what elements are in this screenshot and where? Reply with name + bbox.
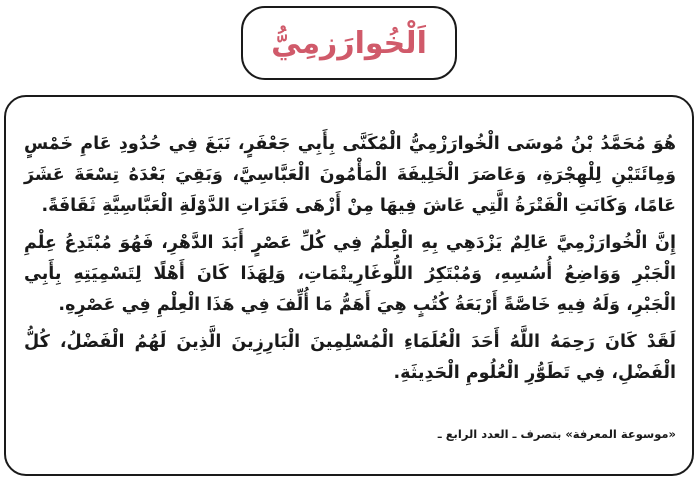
page-title: اَلْخُوارَزمِيُّ: [271, 25, 427, 61]
text-box: [4, 95, 694, 476]
paragraph-2: إِنَّ الْخُوارَزْمِيَّ عَالِمٌ يَزْدَهِي بِهِ الْعِلْمُ فِي كُلِّ عَصْرٍ أَبَدَ الدَّهْرِ، فَهُوَ مُبْتَدِعُ عِلْمِ الْجَبْرِ وَوَاضِعُ أُسُسِهِ، وَمُبْتَكِرُ اللُّوغَارِيتْمَاتِ، وَلِهَذَا كَانَ أَهْلًا لِتَسْمِيَتِهِ بِأَبِي الْجَبْرِ، وَلَهُ فِيهِ خَاصَّةً أَرْبَعَةُ كُتُبٍ هِيَ أَهَمُّ مَا أُلِّفَ فِي هَذَا الْعِلْمِ فِي عَصْرِهِ.: [24, 233, 676, 315]
source-citation: «موسوعة المعرفة» بتصرف ـ العدد الرابع ـ: [437, 427, 676, 441]
article-body: [24, 129, 676, 395]
paragraph-1: هُوَ مُحَمَّدُ بْنُ مُوسَى الْخُوارَزْمِيُّ الْمُكَنَّى بِأَبِي جَعْفَرٍ، نَبَغَ فِي حُدُودِ عَامِ خَمْسٍ وَمِائَتَيْنِ لِلْهِجْرَةِ، وَعَاصَرَ الْخَلِيفَةَ الْمَأْمُونَ الْعَبَّاسِيَّ، وَبَقِيَ بَعْدَهُ تِسْعَةَ عَشَرَ عَامًا، وَكَانَتِ الْفَتْرَةُ الَّتِي عَاشَ فِيهَا مِنْ أَزْهَى فَتَرَاتِ الدَّوْلَةِ الْعَبَّاسِيَّةِ ثَقَافَةً.: [24, 134, 676, 216]
title-box: [241, 6, 457, 80]
paragraph-3: لَقَدْ كَانَ رَحِمَهُ اللَّهُ أَحَدَ الْعُلَمَاءِ الْمُسْلِمِينَ الْبَارِزِينَ الَّذِينَ لَهُمُ الْفَضْلُ، كُلُّ الْفَضْلِ، فِي تَطَوُّرِ الْعُلُومِ الْحَدِيثَةِ.: [24, 332, 676, 383]
